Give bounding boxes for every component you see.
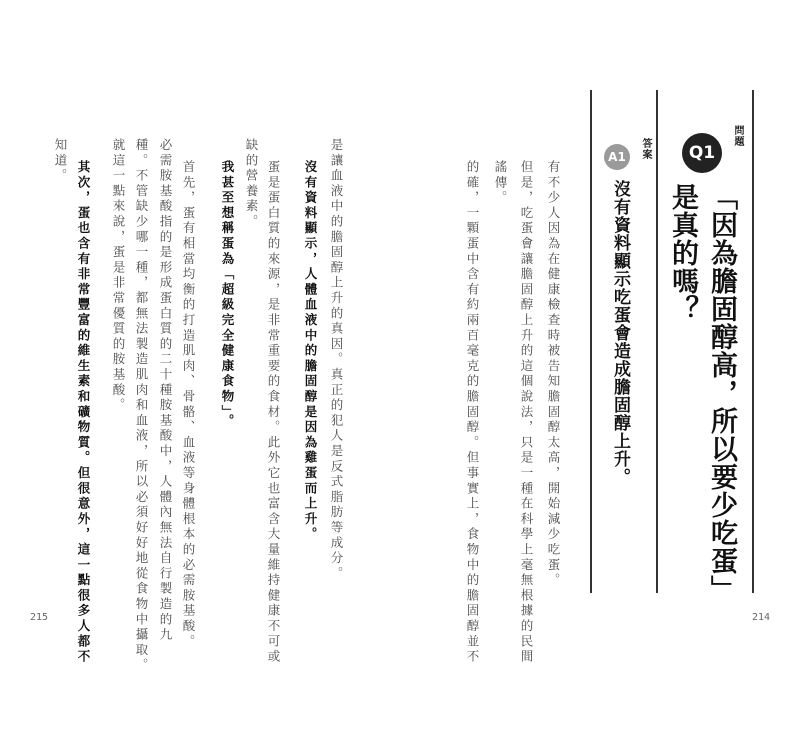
left-body-line-6: 首先，蛋有相當均衡的打造肌肉、骨骼、血液等身體根本的必需胺基酸。 <box>181 160 196 650</box>
answer-title: 沒有資料顯示吃蛋會造成膽固醇上升。 <box>610 180 630 486</box>
right-body-line-4: 的確，一顆蛋中含有約兩百毫克的膽固醇。但事實上，食物中的膽固醇並不 <box>465 160 480 665</box>
left-body-line-9: 就這一點來說，蛋是非常優質的胺基酸。 <box>111 138 126 414</box>
question-title-line2: 是真的嗎？ <box>667 183 698 323</box>
question-rule-right <box>752 90 754 593</box>
left-body-line-8: 種。不管缺少哪一種，都無法製造肌肉和血液，所以必須好好地從食物中攝取。 <box>134 138 149 674</box>
left-body-line-2: 沒有資料顯示，人體血液中的膽固醇是因為雞蛋而上升。 <box>303 160 318 543</box>
page-number-left: 215 <box>30 612 49 623</box>
answer-badge: A1 <box>604 144 630 170</box>
question-title-line1: 「因為膽固醇高，所以要少吃蛋」 <box>706 183 737 603</box>
answer-rule <box>590 90 592 593</box>
right-body-line-1: 有不少人因為在健康檢查時被告知膽固醇太高，開始減少吃蛋。 <box>546 160 561 589</box>
left-body-line-4: 缺的營養素。 <box>244 138 259 230</box>
left-body-line-5: 我甚至想稱蛋為「超級完全健康食物」。 <box>220 160 235 430</box>
right-body-line-2: 但是，吃蛋會讓膽固醇上升的這個說法，只是一種在科學上毫無根據的民間 <box>519 160 534 665</box>
question-rule-mid <box>656 90 658 593</box>
right-body-line-3: 謠傳。 <box>493 160 508 206</box>
question-label: 問題 <box>732 125 743 147</box>
answer-label: 答案 <box>640 138 651 160</box>
page-number-right: 214 <box>752 612 771 623</box>
left-body-line-1: 是讓血液中的膽固醇上升的真因。真正的犯人是反式脂肪等成分。 <box>329 138 344 582</box>
question-badge: Q1 <box>682 133 722 173</box>
left-body-line-10: 其次，蛋也含有非常豐富的維生素和礦物質。但很意外，這一點很多人都不 <box>76 160 91 665</box>
left-body-line-11: 知道。 <box>53 138 68 184</box>
left-body-line-7: 必需胺基酸指的是形成蛋白質的二十種胺基酸中，人體內無法自行製造的九 <box>158 138 173 643</box>
left-body-line-3: 蛋是蛋白質的來源，是非常重要的食材。此外它也富含大量維持健康不可或 <box>266 160 281 665</box>
